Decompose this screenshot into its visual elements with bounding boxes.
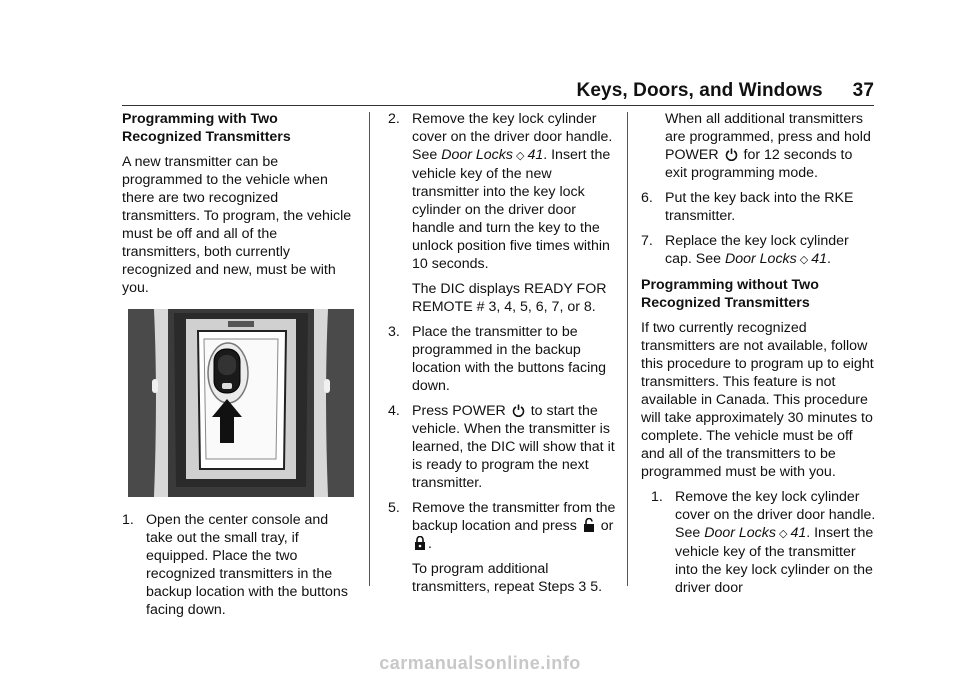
step-number: 1. [651, 489, 663, 505]
step-text-part: to start the vehicle. When the transmitter is learned, the DIC will show that it is ready to program the next transmitter. [412, 403, 615, 491]
step-text-part: for 12 seconds to exit programming mode. [665, 147, 853, 181]
step-text [412, 402, 620, 492]
step-text: Remove the transmitter from the backup location and press or . [412, 500, 616, 552]
list-item [641, 189, 877, 225]
step-number: 6. [641, 190, 653, 206]
list-item [122, 511, 354, 619]
step-text-part: Press POWER [412, 403, 506, 419]
cross-reference-link[interactable]: Door Locks [441, 147, 513, 163]
page-ref-arrow-icon: ◇ [515, 150, 525, 162]
column-1 [122, 110, 354, 626]
list-item [388, 499, 620, 553]
cross-reference-page[interactable]: 41 [811, 251, 827, 267]
cross-reference-page[interactable]: 41 [790, 525, 807, 541]
power-icon [512, 404, 525, 417]
step-number: 4. [388, 403, 400, 419]
step-text-part: Remove the key lock cylinder cover on the driver door handle. See [412, 111, 613, 163]
step-text-part: Remove the transmitter from the backup location and press [412, 500, 616, 534]
step-number: 3. [388, 324, 400, 340]
cross-reference-link[interactable]: Door Locks [724, 251, 797, 267]
list-item [388, 323, 620, 395]
header-divider [122, 105, 874, 106]
paragraph: A new transmitter can be programmed to the vehicle when there are two recognized transmitters. To program, the vehicle must be off and all of the transmitters, both currently recognized and new, must be with you. [122, 154, 352, 296]
cross-reference-link[interactable]: Door Locks [704, 525, 776, 541]
page-number: 37 [852, 80, 874, 101]
step-text-part: Insert the vehicle key of the new transmitter into the key lock cylinder on the driver door handle and turn the key to the unlock position five times within 10 seconds. [412, 147, 611, 272]
list-item [641, 232, 877, 269]
section-heading: Programming without Two Recognized Transmitters [641, 277, 819, 311]
step-text-part: Replace the key lock cylinder cap. See [665, 233, 849, 267]
step-text-part: Remove the key lock cylinder cover on the driver door handle. See [675, 489, 876, 541]
lock-icon [414, 536, 426, 550]
step-number: 5. [388, 500, 400, 516]
column-divider [627, 112, 628, 586]
center-console-illustration [128, 309, 354, 497]
paragraph: If two currently recognized transmitters are not available, follow this procedure to program up to eight transmitters. This feature is not available in Canada. This procedure will take approximately 30 minutes to complete. The vehicle must be off and all of the transmitters to be programmed must be with you. [641, 320, 874, 480]
list-item [651, 488, 877, 597]
step-number: 2. [388, 111, 400, 127]
column-3 [641, 110, 877, 604]
step-number: 1. [122, 512, 134, 528]
section-heading: Programming with Two Recognized Transmitters [122, 111, 291, 145]
list-item [388, 402, 620, 492]
step-text: Replace the key lock cylinder cap. See Door Locks ◇ 41. [665, 233, 849, 267]
step-text: Place the transmitter to be programmed in the backup location with the buttons facing down. [412, 324, 607, 394]
step-text-part: Insert the vehicle key of the transmitter into the key lock cylinder on the driver door [675, 525, 874, 596]
column-divider [369, 112, 370, 586]
step-number: 7. [641, 233, 653, 249]
step-note: To program additional transmitters, repeat Steps 3 5. [412, 561, 603, 595]
unlock-icon [583, 518, 595, 532]
step-text-part: When all additional transmitters are programmed, press and hold POWER [665, 111, 871, 163]
step-text-part: or [600, 518, 614, 534]
list-item [388, 110, 620, 273]
watermark[interactable]: carmanualsonline.info [379, 653, 581, 673]
power-icon [725, 148, 738, 161]
page-ref-arrow-icon: ◇ [778, 528, 788, 540]
page-header [577, 80, 874, 102]
step-continuation [665, 110, 877, 182]
step-note: The DIC displays READY FOR REMOTE # 3, 4, 5, 6, 7, or 8. [412, 281, 607, 315]
column-2 [388, 110, 620, 603]
step-text: Remove the key lock cylinder cover on the driver door handle. See Door Locks ◇ 41. Insert the vehicle key of the new transmitter into the key lock cylinder on the driver door handle and turn the key to the unlock position five times within 10 seconds. [412, 111, 613, 272]
step-text: Put the key back into the RKE transmitter. [665, 190, 854, 224]
cross-reference-page[interactable]: 41 [527, 147, 544, 163]
step-text: Open the center console and take out the small tray, if equipped. Place the two recognized transmitters in the backup location with the buttons facing down. [146, 512, 348, 618]
section-title: Keys, Doors, and Windows [576, 80, 823, 101]
step-text: Remove the key lock cylinder cover on the driver door handle. See Door Locks ◇ 41. Insert the vehicle key of the transmitter into the key lock cylinder on the driver door [675, 489, 876, 596]
page-ref-arrow-icon: ◇ [799, 254, 809, 266]
